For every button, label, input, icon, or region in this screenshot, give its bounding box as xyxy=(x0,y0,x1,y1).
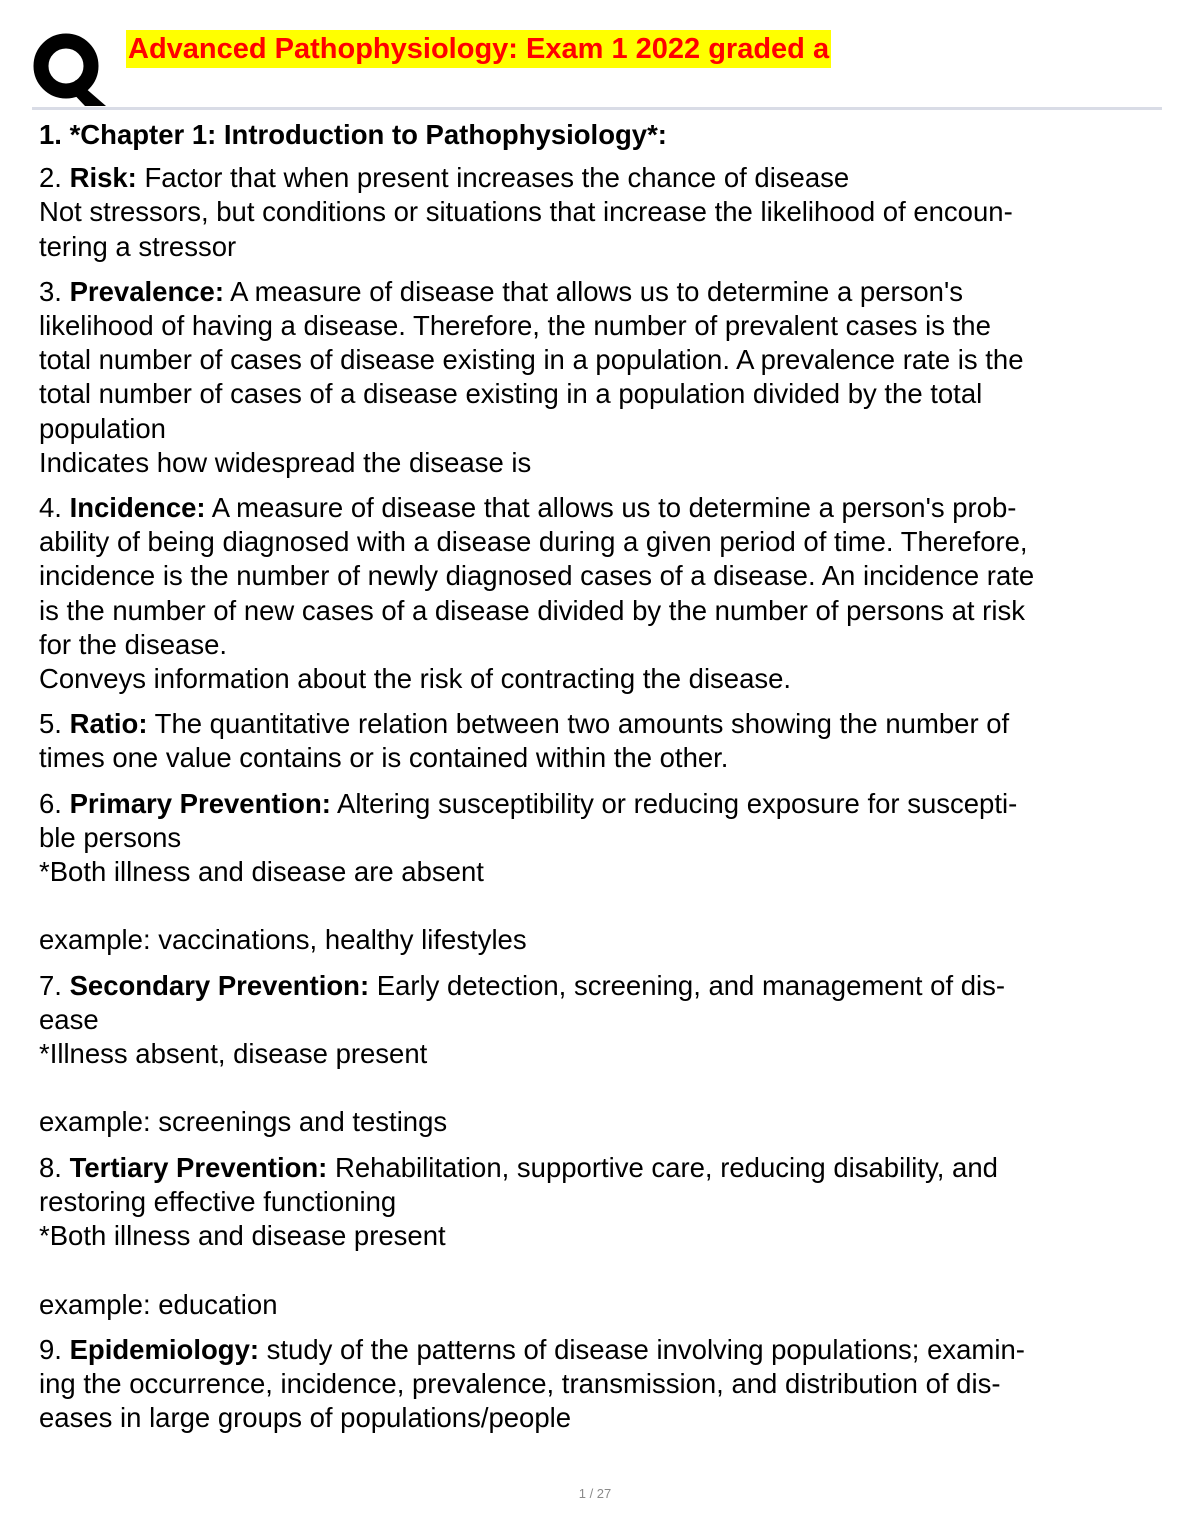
item-number: 6. xyxy=(39,787,62,819)
item-term: Incidence: xyxy=(69,492,206,524)
item-term: Epidemiology: xyxy=(69,1333,260,1365)
item-text: Altering susceptibility or reducing exposure for suscepti- ble persons *Both illness and disease are absent example: vaccinations, healthy lifestyles xyxy=(39,787,1018,956)
document-title: Advanced Pathophysiology: Exam 1 2022 graded a xyxy=(126,30,831,68)
item-number: 9. xyxy=(39,1333,62,1365)
item-number: 1. xyxy=(39,119,62,150)
item-term: Tertiary Prevention: xyxy=(69,1151,328,1183)
item-number: 7. xyxy=(39,969,62,1001)
item-term: Risk: xyxy=(69,162,137,194)
item-number: 3. xyxy=(39,275,62,307)
item-text: Factor that when present increases the chance of disease Not stressors, but conditions or situations that increase the likelihood of encoun- tering a stressor xyxy=(39,162,1013,262)
item-text: A measure of disease that allows us to determine a person's likelihood of having a disease. Therefore, the number of prevalent cases is the total number of cases of disease existing in a population. A prevalence rate is the total number of cases of a disease existing in a population divided by the total population Indicates how widespread the disease is xyxy=(39,275,1024,478)
list-item-incidence xyxy=(39,491,1157,696)
list-item-risk xyxy=(39,161,1157,264)
item-text: study of the patterns of disease involving populations; examin- ing the occurrence, incidence, prevalence, transmission, and distribution of dis- eases in large groups of populations/people xyxy=(39,1333,1025,1434)
page-number: 1 / 27 xyxy=(578,1486,612,1501)
item-text: Early detection, screening, and management of dis- ease *Illness absent, disease present example: screenings and testings xyxy=(39,969,1006,1138)
list-item-ratio xyxy=(39,707,1157,775)
list-item-epidemiology xyxy=(39,1333,1157,1436)
item-term: Secondary Prevention: xyxy=(69,969,370,1001)
list-item-primary-prevention xyxy=(39,787,1157,958)
item-term: Ratio: xyxy=(69,708,148,740)
item-number: 2. xyxy=(39,162,62,194)
q-logo-icon xyxy=(30,30,106,106)
item-text: A measure of disease that allows us to determine a person's prob- ability of being diagnosed with a disease during a given period of time. Therefore, incidence is the number of newly diagnosed cases of a disease. An incidence rate is the number of new cases of a disease divided by the number of persons at risk for the disease. Conveys information about the risk of contracting the disease. xyxy=(39,492,1035,695)
item-text: Rehabilitation, supportive care, reducing disability, and restoring effective functioning *Both illness and disease present example: education xyxy=(39,1151,998,1320)
item-number: 4. xyxy=(39,492,62,524)
list-item-prevalence xyxy=(39,275,1157,480)
list-item-chapter xyxy=(39,118,1157,152)
item-number: 5. xyxy=(39,708,62,740)
header-divider xyxy=(32,107,1162,110)
list-item-secondary-prevention xyxy=(39,969,1157,1140)
document-body xyxy=(39,118,1157,1446)
item-term: *Chapter 1: Introduction to Pathophysiology*: xyxy=(69,119,667,150)
list-item-tertiary-prevention xyxy=(39,1151,1157,1322)
item-text: The quantitative relation between two amounts showing the number of times one value contains or is contained within the other. xyxy=(39,708,1010,774)
item-number: 8. xyxy=(39,1151,62,1183)
item-term: Primary Prevention: xyxy=(69,787,331,819)
item-term: Prevalence: xyxy=(69,275,224,307)
